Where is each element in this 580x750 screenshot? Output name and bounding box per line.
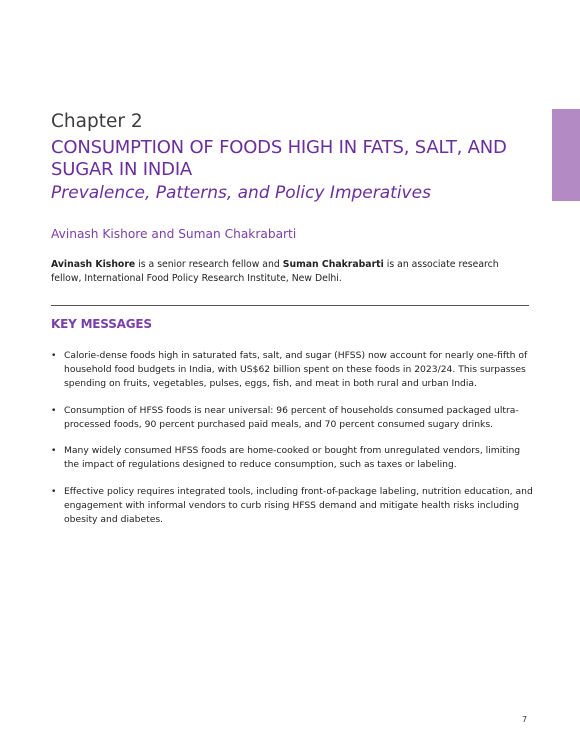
message-text: Effective policy requires integrated tools, including front-of-package labeling, nutrition education, and engagement with informal vendors to curb rising HFSS demand and mitigate health risks including obesity and diabetes.	[64, 485, 533, 525]
authors-line: Avinash Kishore and Suman Chakrabarti	[51, 227, 297, 241]
list-item	[51, 444, 533, 472]
author-name: Avinash Kishore	[51, 259, 136, 270]
author-name: Suman Chakrabarti	[282, 259, 384, 270]
chapter-subtitle: Prevalence, Patterns, and Policy Imperatives	[51, 183, 431, 203]
list-item	[51, 349, 533, 391]
chapter-side-tab	[552, 109, 580, 201]
author-role: is a senior research fellow and	[135, 259, 283, 270]
key-messages-heading: KEY MESSAGES	[51, 317, 152, 331]
bullet-icon: •	[51, 350, 57, 361]
bullet-icon: •	[51, 404, 57, 416]
list-item	[51, 404, 533, 432]
chapter-title: CONSUMPTION OF FOODS HIGH IN FATS, SALT, AND SUGAR IN INDIA	[51, 137, 507, 180]
bullet-icon: •	[51, 445, 57, 456]
key-messages-list	[51, 349, 533, 539]
section-divider	[51, 305, 529, 306]
list-item	[51, 485, 533, 527]
author-role: is an associate research fellow, International Food Policy Research Institute, New Delhi.	[51, 259, 499, 284]
author-affiliation	[51, 258, 521, 286]
message-text: Many widely consumed HFSS foods are home-cooked or bought from unregulated vendors, limiting the impact of regulations designed to reduce consumption, such as taxes or labeling.	[64, 445, 521, 470]
chapter-label: Chapter 2	[51, 111, 143, 132]
bullet-icon: •	[51, 485, 57, 497]
page-number: 7	[522, 715, 528, 724]
message-text: Consumption of HFSS foods is near universal: 96 percent of households consumed packaged ultra-processed foods, 90 percent purchased paid meals, and 70 percent consumed sugary drinks.	[64, 404, 519, 430]
message-text: Calorie-dense foods high in saturated fats, salt, and sugar (HFSS) now account for nearly one-fifth of household food budgets in India, with US$62 billion spent on these foods in 2023/24. This surpasses spending on fruits, vegetables, pulses, eggs, fish, and meat in both rural and urban India.	[64, 350, 528, 389]
